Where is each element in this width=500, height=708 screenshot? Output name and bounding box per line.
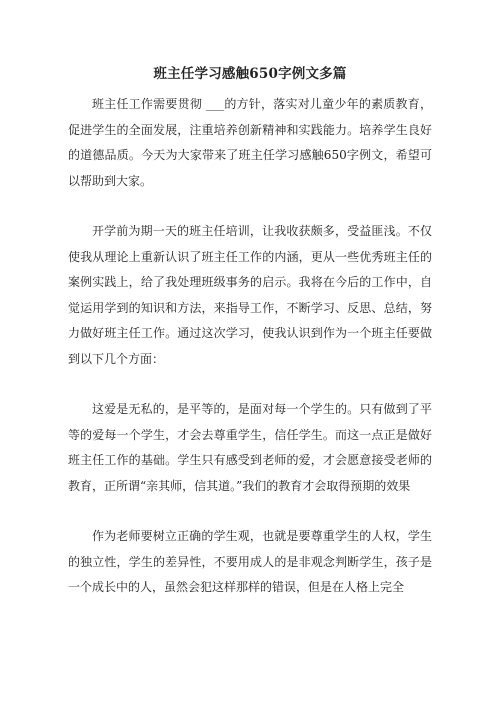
- paragraph-student-view: 作为老师要树立正确的学生观，也就是要尊重学生的人权，学生的独立性，学生的差异性，不要用成人的是非观念判断学生，孩子是一个成长中的人，虽然会犯这样那样的错误，但是在人格上完全: [68, 529, 432, 594]
- paragraph-love: 这爱是无私的，是平等的，是面对每一个学生的。只有做到了平等的爱每一个学生，才会去尊重学生，信任学生。而这一点正是做好班主任工作的基础。学生只有感受到老师的爱，才会愿意接受老师的教育，正所谓“亲其师，信其道。”我们的教育才会取得预期的效果: [68, 402, 432, 493]
- paragraph-training: 开学前为期一天的班主任培训，让我收获颇多，受益匪浅。不仅使我从理论上重新认识了班主任工作的内涵，更从一些优秀班主任的案例实践上，给了我处理班级事务的启示。我将在今后的工作中，自觉运用学到的知识和方法，来指导工作，不断学习、反思、总结，努力做好班主任工作。通过这次学习，使我认识到作为一个班主任要做到以下几个方面：: [68, 224, 432, 366]
- document-title: 班主任学习感触650字例文多篇: [153, 66, 347, 82]
- paragraph-intro: 班主任工作需要贯彻 ___的方针，落实对儿童少年的素质教育，促进学生的全面发展，注重培养创新精神和实践能力。培养学生良好的道德品质。今天为大家带来了班主任学习感触650字例文，希望可以帮助到大家。: [68, 97, 432, 188]
